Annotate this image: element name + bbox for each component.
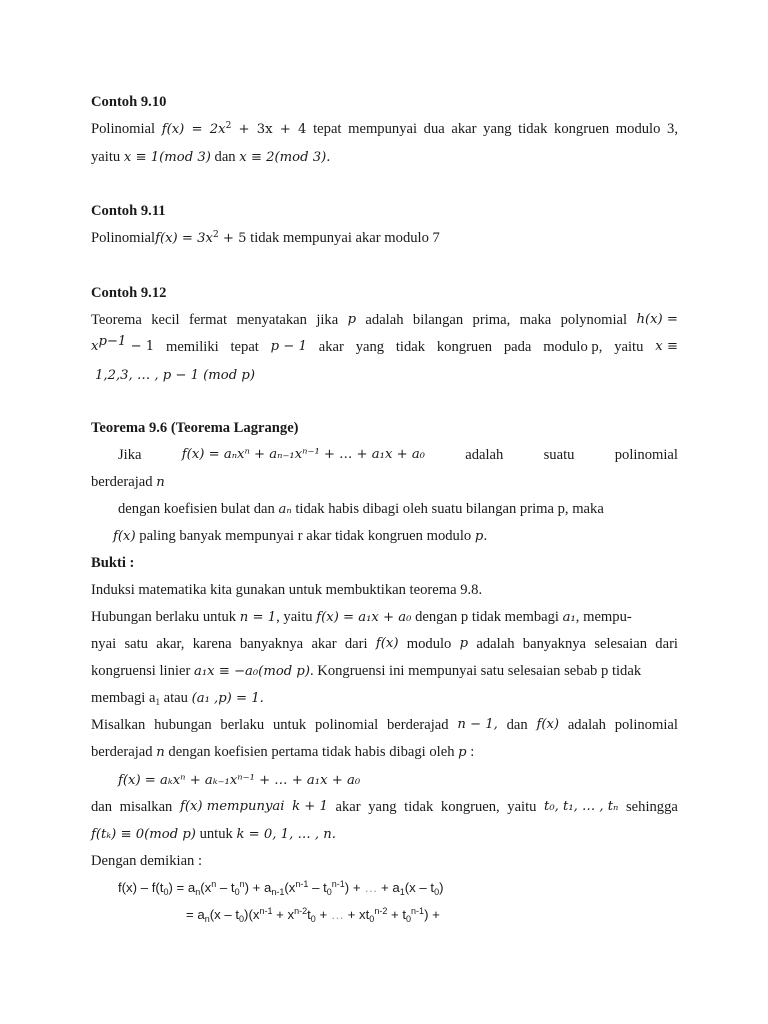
modulus-p: p.: [474, 529, 488, 544]
subscript: n: [204, 914, 210, 924]
word: f(x): [375, 636, 399, 651]
exponent: 2: [212, 230, 219, 240]
eq-part: (x: [200, 880, 212, 895]
word: tidak: [404, 799, 434, 815]
word: berderajad: [91, 474, 153, 490]
word: modulo p,: [543, 339, 603, 355]
example-9-12-title: Contoh 9.12: [91, 285, 167, 301]
word: polinomial: [614, 447, 678, 463]
word: pada: [503, 339, 532, 355]
example-9-12-line-3: [95, 366, 682, 385]
leading-coefficient: aₙ: [278, 502, 292, 517]
eq-part: (x – t: [209, 907, 240, 922]
word: akar: [318, 339, 344, 355]
subscript: 0: [234, 887, 240, 897]
text: kongruensi linier: [91, 663, 191, 679]
eq-part: = a: [186, 907, 205, 922]
eq-part: + t: [387, 907, 407, 922]
text: dan: [214, 149, 236, 165]
superscript: n: [211, 879, 217, 889]
eq-part: + xt: [344, 907, 370, 922]
example-9-12-line-2: [91, 334, 678, 356]
theorem-line-2: [91, 473, 678, 492]
text: dengan koefisien bulat dan: [118, 501, 275, 517]
fx: f(x) = 2x: [161, 122, 226, 137]
congruence-2: x ≡ 2(mod 3).: [239, 150, 331, 165]
word: p − 1: [270, 339, 307, 354]
word: polinomial: [314, 717, 379, 733]
proof-line-2: [91, 608, 678, 627]
word: modulo: [406, 636, 452, 652]
text: paling banyak mempunyai r akar tidak kongruen modulo: [139, 528, 472, 544]
eq-part: + x: [272, 907, 295, 922]
residue-list: 1,2,3, … , p − 1 (mod p): [95, 368, 255, 383]
word: suatu: [543, 447, 575, 463]
word: n − 1,: [457, 717, 498, 732]
word: adalah: [465, 447, 504, 463]
word: akar: [335, 799, 361, 815]
superscript: n-2: [374, 906, 388, 916]
minus-one: − 1: [126, 339, 155, 354]
superscript: n-1: [295, 879, 309, 889]
theorem-line-3: [118, 500, 705, 519]
subscript: n: [195, 887, 201, 897]
word: yaitu: [614, 339, 644, 355]
x: x: [91, 339, 99, 354]
word: t₀, t₁, … , tₙ: [544, 799, 619, 814]
subscript: n-1: [271, 887, 285, 897]
subscript: 0: [369, 914, 375, 924]
subscript: 1: [155, 697, 160, 707]
example-9-11-title: Contoh 9.11: [91, 203, 166, 219]
word: satu: [124, 636, 148, 652]
superscript: n-1: [411, 906, 425, 916]
eq-part: (x: [284, 880, 296, 895]
word: adalah: [567, 717, 606, 733]
exponent: p−1: [98, 334, 127, 349]
proof-line-1: Induksi matematika kita gunakan untuk membuktikan teorema 9.8.: [91, 582, 483, 598]
polynomial-expression: [162, 122, 307, 137]
linear-congruence: a₁x ≡ −a₀(mod p): [193, 664, 310, 679]
superscript: n-1: [331, 879, 345, 889]
polynomial-formula: f(x) = aₖxⁿ + aₖ₋₁xⁿ⁻¹ + … + a₁x + a₀: [118, 773, 361, 788]
word: fermat: [188, 312, 228, 328]
word: banyaknya: [522, 636, 587, 652]
proof-line-3: [91, 635, 678, 653]
word: selesaian: [594, 636, 647, 652]
word: yang: [368, 799, 397, 815]
text: untuk: [199, 826, 233, 842]
eq-part: ) = a: [168, 880, 196, 895]
text: tidak habis dibagi oleh suatu bilangan prima p, maka: [295, 501, 604, 517]
word: tepat: [230, 339, 259, 355]
math: p: [458, 745, 467, 760]
eq-part: t: [307, 907, 311, 922]
word: maka: [519, 312, 552, 328]
word: p: [459, 636, 469, 651]
proof-line-10: [91, 825, 678, 844]
word: polynomial: [560, 312, 628, 328]
terms: + 5: [218, 231, 247, 246]
word: kecil: [151, 312, 180, 328]
proof-line-6: [91, 716, 678, 734]
word: yaitu: [507, 799, 537, 815]
word: Misalkan: [91, 717, 146, 733]
ellipsis: …: [364, 880, 378, 895]
word: akar,: [156, 636, 185, 652]
exponent: 2: [225, 121, 232, 131]
text: membagi a: [91, 690, 156, 706]
text: dengan p tidak membagi: [415, 609, 559, 625]
example-9-10-title: Contoh 9.10: [91, 94, 167, 110]
word: adalah: [365, 312, 404, 328]
word: x ≡: [655, 339, 678, 354]
congruence-1: x ≡ 1(mod 3): [123, 150, 211, 165]
fermat-expression: [91, 334, 155, 356]
terms: + 3x + 4: [231, 122, 307, 137]
word: dari: [655, 636, 678, 652]
degree-n: n: [156, 475, 165, 490]
eq-part: )(x: [244, 907, 260, 922]
word: berlaku: [220, 717, 265, 733]
fx: f(x) = 3x: [155, 231, 213, 246]
word: akar: [311, 636, 337, 652]
text: atau: [163, 690, 188, 706]
word: kongruen: [436, 339, 492, 355]
proof-line-11: Dengan demikian :: [91, 853, 203, 869]
word: adalah: [476, 636, 515, 652]
polynomial-formula: f(x) = aₙxⁿ + aₙ₋₁xⁿ⁻¹ + … + a₁x + a₀: [181, 447, 425, 462]
word: misalkan: [119, 799, 173, 815]
word: k + 1: [292, 799, 328, 814]
word: Jika: [118, 447, 142, 463]
theorem-line-1: [118, 446, 678, 464]
word: f(x) mempunyai: [179, 799, 285, 814]
subscript: 0: [239, 914, 245, 924]
math: n: [156, 745, 165, 760]
eq-part: ) + a: [244, 880, 272, 895]
word: hubungan: [154, 717, 212, 733]
example-9-11-line-1: [91, 229, 678, 248]
word: dari: [344, 636, 368, 652]
word: kongruen,: [440, 799, 500, 815]
text: . Kongruensi ini mempunyai satu selesaian sebab p tidak: [310, 663, 642, 679]
text: berderajad: [91, 744, 153, 760]
ellipsis: …: [330, 907, 344, 922]
word: berderajad: [386, 717, 449, 733]
eq-part: – t: [216, 880, 235, 895]
eq-part: (x – t: [404, 880, 435, 895]
subscript: 0: [310, 914, 316, 924]
superscript: n-1: [259, 906, 273, 916]
word: tidak: [395, 339, 426, 355]
proof-line-7: [91, 743, 678, 762]
subscript: 0: [406, 914, 412, 924]
example-9-12-line-1: [91, 311, 678, 329]
word: prima,: [472, 312, 511, 328]
math: a₁: [562, 610, 576, 625]
proof-line-9: [91, 798, 678, 816]
subscript: 0: [434, 887, 440, 897]
math: f(x) = a₁x + a₀: [316, 610, 412, 625]
example-9-10-line-1: [91, 120, 678, 139]
text: yaitu: [91, 149, 121, 165]
word: jika: [316, 312, 339, 328]
subscript: 1: [399, 887, 405, 897]
text: Hubungan berlaku untuk: [91, 609, 237, 625]
word: yang: [355, 339, 385, 355]
math: n = 1: [239, 610, 277, 625]
text: , yaitu: [276, 609, 313, 625]
eq-part: ): [439, 880, 444, 895]
proof-line-8: [118, 771, 705, 790]
text: , mempu-: [575, 609, 632, 625]
eq-part: f(x) – f(t: [118, 880, 164, 895]
eq-part: – t: [308, 880, 327, 895]
text: :: [470, 744, 475, 760]
word: menyatakan: [236, 312, 307, 328]
math: f(tₖ) ≡ 0(mod p): [91, 827, 196, 842]
gcd-expression: (a₁ ,p) = 1.: [191, 691, 264, 706]
fx: f(x): [113, 529, 136, 544]
text: tepat mempunyai dua akar yang tidak kongruen modulo 3,: [313, 121, 678, 137]
word: sehingga: [625, 799, 678, 815]
word: dan: [506, 717, 528, 733]
equation-line-2: [186, 906, 768, 924]
theorem-line-4: [113, 527, 700, 546]
word: dan: [91, 799, 113, 815]
eq-part: +: [315, 907, 331, 922]
word: h(x) =: [636, 312, 678, 327]
eq-part: ) +: [344, 880, 365, 895]
example-9-10-line-2: [91, 148, 678, 167]
word: untuk: [272, 717, 307, 733]
proof-line-4: [91, 662, 678, 681]
text: Polinomial: [91, 230, 156, 246]
proof-title: Bukti :: [91, 555, 135, 571]
text: dengan koefisien pertama tidak habis dibagi oleh: [168, 744, 455, 760]
text: Polinomial: [91, 121, 156, 137]
subscript: 0: [163, 887, 169, 897]
eq-part: + a: [377, 880, 400, 895]
superscript: n-2: [294, 906, 308, 916]
word: banyaknya: [239, 636, 304, 652]
word: karena: [192, 636, 232, 652]
text: tidak mempunyai akar modulo 7: [250, 230, 440, 246]
eq-part: ) +: [424, 907, 440, 922]
word: nyai: [91, 636, 117, 652]
word: f(x): [536, 717, 560, 732]
equation-line-1: [118, 879, 705, 897]
polynomial-expression: [155, 231, 246, 246]
word: polinomial: [614, 717, 678, 733]
superscript: n: [239, 879, 245, 889]
subscript: 0: [326, 887, 332, 897]
word: p: [347, 312, 357, 327]
math: k = 0, 1, … , n.: [236, 827, 336, 842]
word: memiliki: [165, 339, 219, 355]
theorem-9-6-title: Teorema 9.6 (Teorema Lagrange): [91, 420, 299, 436]
word: Teorema: [91, 312, 142, 328]
word: bilangan: [412, 312, 464, 328]
proof-line-5: [91, 689, 678, 708]
